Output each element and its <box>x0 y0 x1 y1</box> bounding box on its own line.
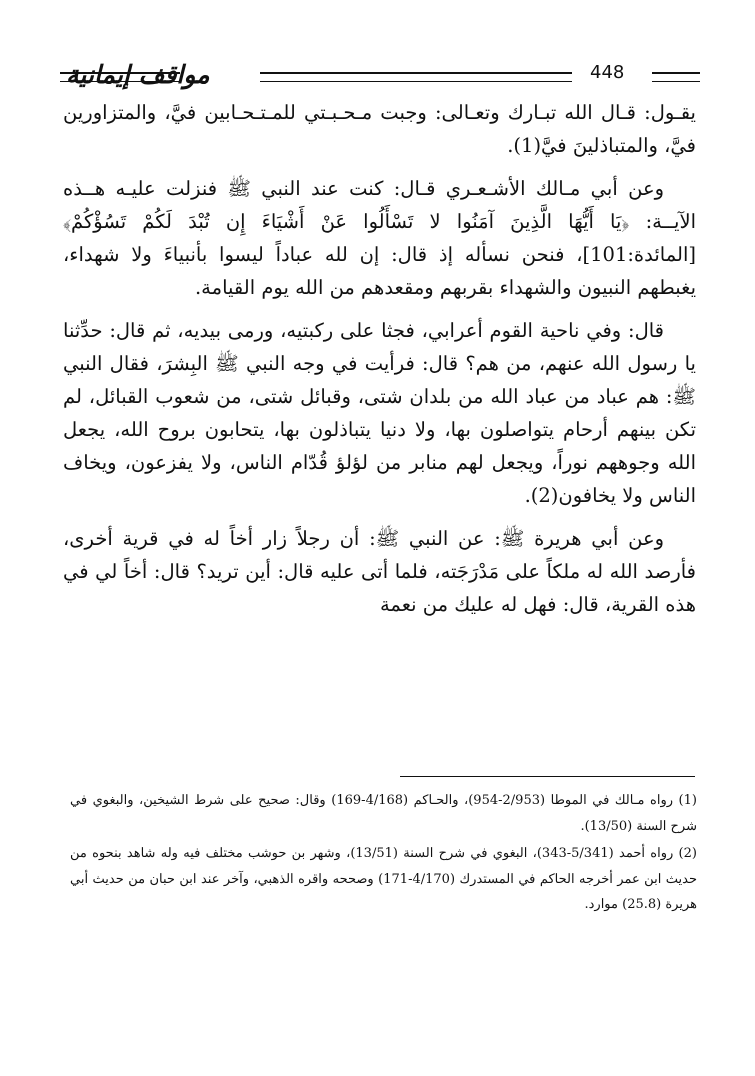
book-title: مواقف إيمانية <box>66 60 210 89</box>
footnotes <box>70 788 697 920</box>
footnote-divider <box>400 776 695 777</box>
paragraph: وعن أبي هريرة ﷺ: عن النبي ﷺ: أن رجلاً زار أخاً له في قرية أخرى، فأرصد الله له ملكاً على مَدْرَجَته، فلما أتى عليه قال: أين تريد؟ قال: أخاً لي في هذه القرية، قال: فهل له عليك من نعمة <box>63 527 696 616</box>
paragraph: قال: وفي ناحية القوم أعرابي، فجثا على ركبتيه، ورمى بيديه، ثم قال: حدِّثنا يا رسول الله عنهم، من هم؟ قال: فرأيت في وجه النبي ﷺ البِشرَ، فقال النبي ﷺ: هم عباد من عباد الله من بلدان شتى، وقبائل شتى، من شعوب القبائل، لم تكن بينهم أرحام يتواصلون بها، ولا دنيا يتباذلون بها، يتحابون بروح الله، يجعل الله وجوههم نوراً، ويجعل لهم منابر من لؤلؤ قُدّام الناس، ولا يفزعون، ويخاف الناس ولا يخافون(2). <box>63 319 696 507</box>
paragraph: وعن أبي مـالك الأشـعـري قـال: كنت عند النبي ﷺ فنزلت عليـه هــذه الآيــة: ﴿يَا أَيُّهَا الَّذِينَ آمَنُوا لا تَسْأَلُوا عَنْ أَشْيَاءَ إِن تُبْدَ لَكُمْ تَسُؤْكُمْ﴾ [المائدة:101]، فنحن نسأله إذ قال: إن لله عباداً ليسوا بأنبياءَ ولا شهداء، يغبطهم النبيون والشهداء بقربهم ومقعدهم من الله يوم القيامة. <box>63 177 696 299</box>
paragraph: يقـول: قـال الله تبـارك وتعـالى: وجبت مـحـبـتي للمـتـحـابين فيَّ، والمتزاورين فيَّ، والمتباذلينَ فيَّ(1). <box>63 101 696 157</box>
page-number: 448 <box>590 62 625 83</box>
header-rule-right <box>652 72 700 82</box>
footnote: (2) رواه أحمد (5/341-343)، البغوي في شرح السنة (13/51)، وشهر بن حوشب مختلف فيه وله شاهد بنحوه من حديث ابن عمر أخرجه الحاكم في المستدرك (4/170-171) وصححه واقره الذهبي، وآخر عند ابن حبان من حديث أبي هريرة (25.8) موارد. <box>70 846 697 912</box>
main-text <box>63 96 696 631</box>
footnote: (1) رواه مـالك في الموطا (2/953-954)، والحـاكم (4/168-169) وقال: صحيح على شرط الشيخين، والبغوي في شرح السنة (13/50). <box>70 793 697 834</box>
running-header <box>60 58 700 98</box>
header-rule-middle <box>260 72 572 82</box>
